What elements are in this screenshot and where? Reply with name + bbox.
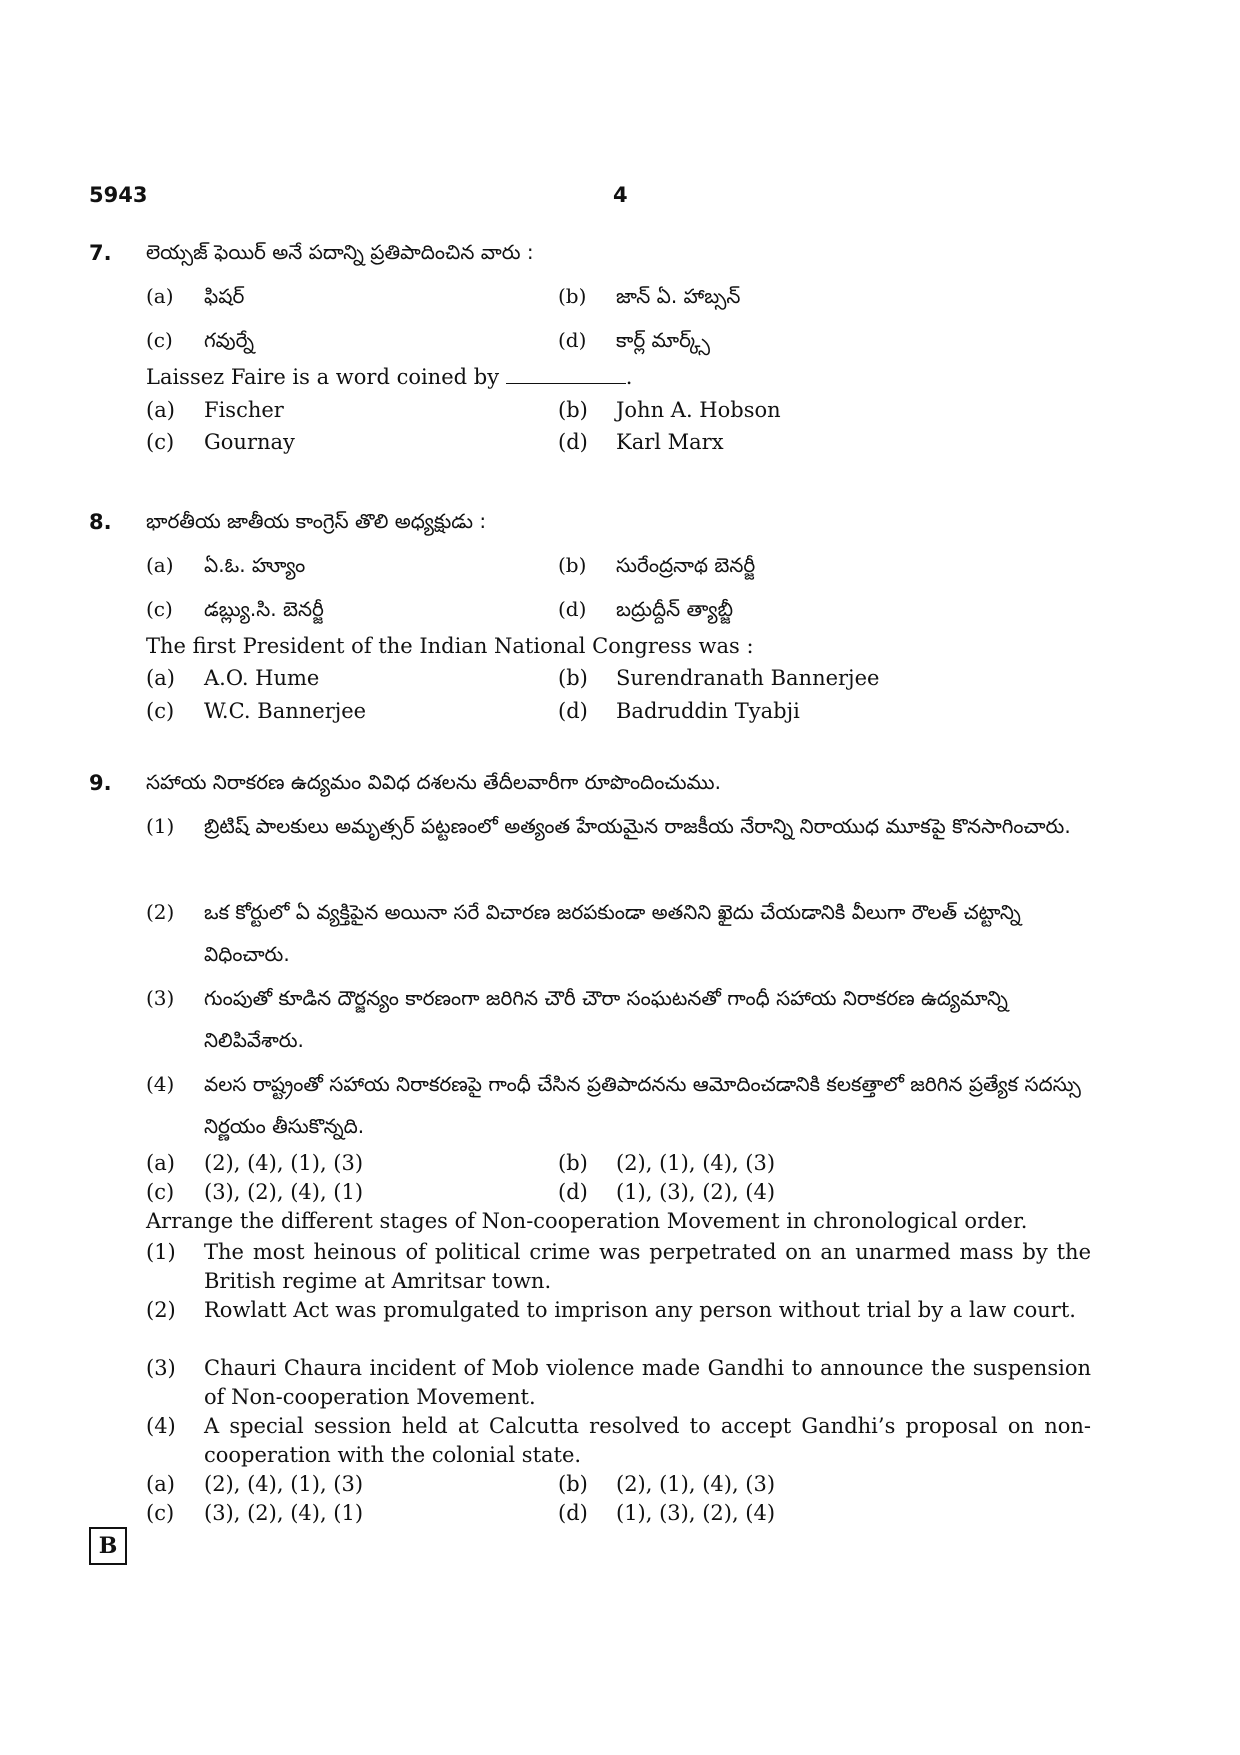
- q9-en-statement-4: (4) A special session held at Calcutta resolved to accept Gandhi’s proposal on non-cooperation with the colonial state.: [146, 1414, 1091, 1467]
- q8-en-option-c: (c) W.C. Bannerjee: [146, 699, 367, 723]
- q7-en-option-c: (c) Gournay: [146, 430, 295, 454]
- q8-te-option-c: (c) డబ్ల్యు.సి. బెనర్జీ: [146, 597, 324, 621]
- paper-code: 5943: [89, 183, 148, 207]
- q9-te-option-b: (b) (2), (1), (4), (3): [558, 1151, 776, 1175]
- answer-blank: [506, 365, 626, 384]
- question-number-9: 9.: [89, 771, 112, 795]
- q8-en-option-d: (d) Badruddin Tyabji: [558, 699, 800, 723]
- q8-te-option-d: (d) బద్రుద్దీన్ త్యాబ్జీ: [558, 597, 733, 621]
- q9-te-statement-2: (2) ఒక కోర్టులో ఏ వ్యక్తిపైన అయినా సరే విచారణ జరపకుండా అతనిని ఖైదు చేయడానికి వీలుగా రౌలత్ చట్టాన్ని విధించారు.: [146, 900, 1021, 966]
- q7-te-option-a: (a) ఫిషర్: [146, 284, 245, 308]
- q7-telugu-stem: లెయ్సజ్ ఫెయిర్ అనే పదాన్ని ప్రతిపాదించిన వారు :: [146, 240, 534, 264]
- q8-en-option-a: (a) A.O. Hume: [146, 666, 320, 690]
- q9-te-option-c: (c) (3), (2), (4), (1): [146, 1180, 364, 1204]
- q7-english-stem: Laissez Faire is a word coined by .: [146, 365, 633, 389]
- booklet-series-box: B: [89, 1527, 127, 1565]
- page-number: 4: [613, 183, 628, 207]
- question-number-7: 7.: [89, 241, 112, 265]
- q9-te-statement-3: (3) గుంపుతో కూడిన దౌర్జన్యం కారణంగా జరిగిన చౌరీ చౌరా సంఘటనతో గాంధీ సహాయ నిరాకరణ ఉద్యమాన్ని నిలిపివేశారు.: [146, 986, 1008, 1052]
- q9-english-stem: Arrange the different stages of Non-cooperation Movement in chronological order.: [146, 1209, 1028, 1233]
- q8-en-option-b: (b) Surendranath Bannerjee: [558, 666, 880, 690]
- question-number-8: 8.: [89, 510, 112, 534]
- q9-en-option-d: (d) (1), (3), (2), (4): [558, 1501, 776, 1525]
- q8-telugu-stem: భారతీయ జాతీయ కాంగ్రెస్ తొలి అధ్యక్షుడు :: [146, 509, 487, 533]
- q9-en-statement-3: (3) Chauri Chaura incident of Mob violence made Gandhi to announce the suspension of Non-cooperation Movement.: [146, 1356, 1091, 1409]
- q9-en-option-c: (c) (3), (2), (4), (1): [146, 1501, 364, 1525]
- q9-en-statement-2: (2) Rowlatt Act was promulgated to imprison any person without trial by a law court.: [146, 1298, 1076, 1322]
- q7-te-option-c: (c) గవుర్నే: [146, 328, 254, 352]
- q7-en-option-a: (a) Fischer: [146, 398, 284, 422]
- q9-te-statement-4: (4) వలస రాష్ట్రంతో సహాయ నిరాకరణపై గాంధీ చేసిన ప్రతిపాదనను ఆమోదించడానికి కలకత్తాలో జరిగిన ప్రత్యేక సదస్సు నిర్ణయం తీసుకొన్నది.: [146, 1072, 1081, 1138]
- q8-te-option-b: (b) సురేంద్రనాథ బెనర్జీ: [558, 553, 756, 577]
- q7-en-option-d: (d) Karl Marx: [558, 430, 724, 454]
- q9-en-statement-1: (1) The most heinous of political crime was perpetrated on an unarmed mass by the British regime at Amritsar town.: [146, 1240, 1091, 1293]
- q9-en-option-a: (a) (2), (4), (1), (3): [146, 1472, 364, 1496]
- q8-english-stem: The first President of the Indian National Congress was :: [146, 634, 754, 658]
- q9-te-option-d: (d) (1), (3), (2), (4): [558, 1180, 776, 1204]
- q9-te-option-a: (a) (2), (4), (1), (3): [146, 1151, 364, 1175]
- q9-te-statement-1: (1) బ్రిటిష్ పాలకులు అమృత్సర్ పట్టణంలో అత్యంత హేయమైన రాజకీయ నేరాన్ని నిరాయుధ మూకపై కొనసాగించారు.: [146, 814, 1071, 838]
- q7-en-option-b: (b) John A. Hobson: [558, 398, 781, 422]
- q7-te-option-b: (b) జాన్ ఏ. హాబ్సన్: [558, 284, 741, 308]
- q7-te-option-d: (d) కార్ల్ మార్క్స్: [558, 328, 710, 352]
- q8-te-option-a: (a) ఏ.ఓ. హ్యూం: [146, 553, 306, 577]
- q9-telugu-stem: సహాయ నిరాకరణ ఉద్యమం వివిధ దశలను తేదీలవారీగా రూపొందించుము.: [146, 770, 721, 794]
- q9-en-option-b: (b) (2), (1), (4), (3): [558, 1472, 776, 1496]
